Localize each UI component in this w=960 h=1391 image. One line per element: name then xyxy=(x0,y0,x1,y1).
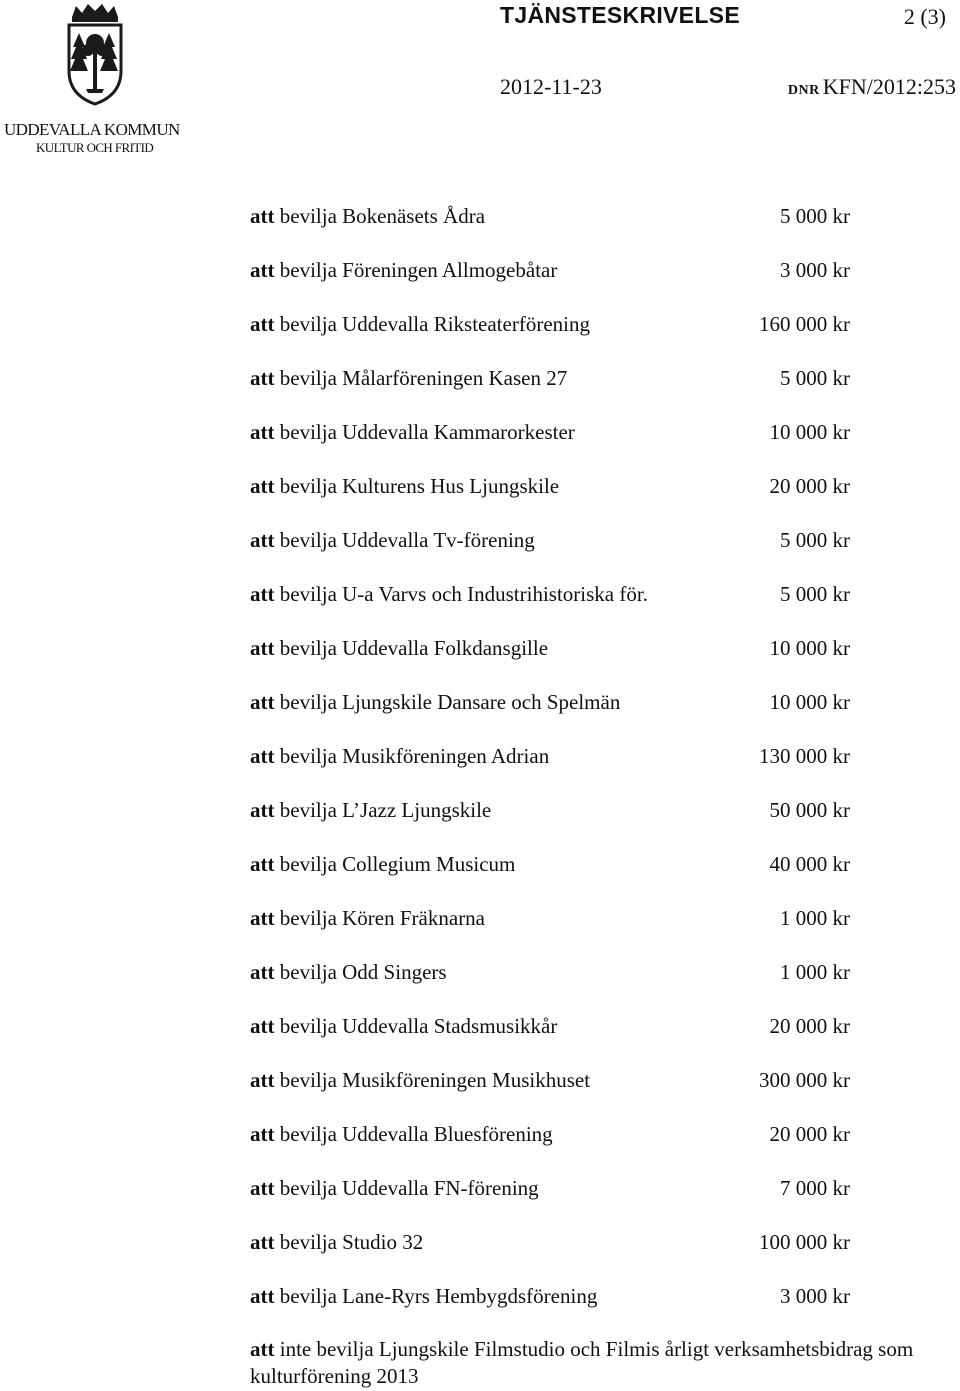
item-text: bevilja Uddevalla Kammarorkester xyxy=(279,420,575,444)
item-amount: 100 000 kr xyxy=(759,1230,850,1254)
item-text: bevilja Lane-Ryrs Hembygdsförening xyxy=(279,1284,598,1308)
coat-of-arms-icon xyxy=(64,3,126,107)
att-keyword: att xyxy=(250,1122,275,1146)
att-keyword: att xyxy=(250,258,275,282)
att-keyword: att xyxy=(250,852,275,876)
att-keyword: att xyxy=(250,528,275,552)
att-keyword: att xyxy=(250,690,275,714)
final-decision-text: inte bevilja Ljungskile Filmstudio och Filmis årligt verksamhetsbidrag som kulturförening 2013 xyxy=(250,1337,914,1388)
list-item xyxy=(250,850,900,904)
item-text: bevilja Uddevalla Tv-förening xyxy=(279,528,535,552)
att-keyword: att xyxy=(250,582,275,606)
item-text: bevilja Uddevalla FN-förening xyxy=(279,1176,539,1200)
att-keyword: att xyxy=(250,1230,275,1254)
att-keyword: att xyxy=(250,906,275,930)
att-keyword: att xyxy=(250,1337,275,1361)
item-text: bevilja Collegium Musicum xyxy=(279,852,516,876)
item-amount: 3 000 kr xyxy=(780,258,850,282)
item-amount: 5 000 kr xyxy=(780,204,850,228)
item-amount: 1 000 kr xyxy=(780,906,850,930)
list-item xyxy=(250,364,900,418)
att-keyword: att xyxy=(250,1284,275,1308)
list-item xyxy=(250,580,900,634)
item-amount: 7 000 kr xyxy=(780,1176,850,1200)
item-text: bevilja Bokenäsets Ådra xyxy=(279,204,486,228)
list-item xyxy=(250,472,900,526)
item-text: bevilja Uddevalla Stadsmusikkår xyxy=(279,1014,558,1038)
list-item xyxy=(250,1012,900,1066)
item-amount: 1 000 kr xyxy=(780,960,850,984)
document-type-title: TJÄNSTESKRIVELSE xyxy=(500,2,740,28)
list-item xyxy=(250,1228,900,1282)
list-item xyxy=(250,256,900,310)
dnr-value: KFN/2012:253 xyxy=(822,74,956,99)
list-item xyxy=(250,1066,900,1120)
item-amount: 5 000 kr xyxy=(780,528,850,552)
item-amount: 5 000 kr xyxy=(780,366,850,390)
list-item xyxy=(250,688,900,742)
att-keyword: att xyxy=(250,204,275,228)
item-amount: 50 000 kr xyxy=(769,798,850,822)
att-keyword: att xyxy=(250,366,275,390)
list-item xyxy=(250,1174,900,1228)
item-text: bevilja Kulturens Hus Ljungskile xyxy=(279,474,560,498)
list-item xyxy=(250,310,900,364)
item-text: bevilja Musikföreningen Musikhuset xyxy=(279,1068,591,1092)
list-item xyxy=(250,742,900,796)
list-item xyxy=(250,526,900,580)
department-name: KULTUR OCH FRITID xyxy=(36,140,154,155)
item-text: bevilja Uddevalla Folkdansgille xyxy=(279,636,549,660)
list-item xyxy=(250,202,900,256)
item-amount: 3 000 kr xyxy=(780,1284,850,1308)
item-text: bevilja Musikföreningen Adrian xyxy=(279,744,550,768)
item-text: bevilja Uddevalla Bluesförening xyxy=(279,1122,553,1146)
item-amount: 130 000 kr xyxy=(759,744,850,768)
att-keyword: att xyxy=(250,1176,275,1200)
att-keyword: att xyxy=(250,312,275,336)
item-amount: 20 000 kr xyxy=(769,1014,850,1038)
page-number: 2 (3) xyxy=(903,4,946,29)
item-amount: 10 000 kr xyxy=(769,420,850,444)
list-item xyxy=(250,958,900,1012)
document-number xyxy=(788,74,956,100)
list-item xyxy=(250,634,900,688)
item-amount: 300 000 kr xyxy=(759,1068,850,1092)
dnr-label: DNR xyxy=(787,83,820,98)
att-keyword: att xyxy=(250,636,275,660)
item-text: bevilja Kören Fräknarna xyxy=(279,906,486,930)
att-keyword: att xyxy=(250,420,275,444)
list-item xyxy=(250,796,900,850)
document-date: 2012-11-23 xyxy=(500,74,602,99)
item-text: bevilja Uddevalla Riksteaterförening xyxy=(279,312,590,336)
item-amount: 160 000 kr xyxy=(759,312,850,336)
item-text: bevilja Studio 32 xyxy=(279,1230,424,1254)
list-item xyxy=(250,418,900,472)
organization-name: UDDEVALLA KOMMUN xyxy=(4,120,180,139)
item-text: bevilja Målarföreningen Kasen 27 xyxy=(279,366,568,390)
item-amount: 20 000 kr xyxy=(769,474,850,498)
list-item xyxy=(250,1282,900,1336)
att-keyword: att xyxy=(250,798,275,822)
item-text: bevilja Ljungskile Dansare och Spelmän xyxy=(279,690,621,714)
final-decision xyxy=(250,1336,955,1390)
att-keyword: att xyxy=(250,1068,275,1092)
item-amount: 10 000 kr xyxy=(769,690,850,714)
list-item xyxy=(250,1120,900,1174)
item-amount: 20 000 kr xyxy=(769,1122,850,1146)
att-keyword: att xyxy=(250,1014,275,1038)
item-amount: 40 000 kr xyxy=(769,852,850,876)
att-keyword: att xyxy=(250,960,275,984)
item-amount: 5 000 kr xyxy=(780,582,850,606)
item-text: bevilja L’Jazz Ljungskile xyxy=(279,798,492,822)
att-keyword: att xyxy=(250,744,275,768)
item-text: bevilja Föreningen Allmogebåtar xyxy=(279,258,558,282)
list-item xyxy=(250,904,900,958)
item-text: bevilja Odd Singers xyxy=(279,960,447,984)
item-amount: 10 000 kr xyxy=(769,636,850,660)
att-keyword: att xyxy=(250,474,275,498)
item-text: bevilja U-a Varvs och Industrihistoriska för. xyxy=(279,582,648,606)
decision-list xyxy=(250,202,900,1336)
